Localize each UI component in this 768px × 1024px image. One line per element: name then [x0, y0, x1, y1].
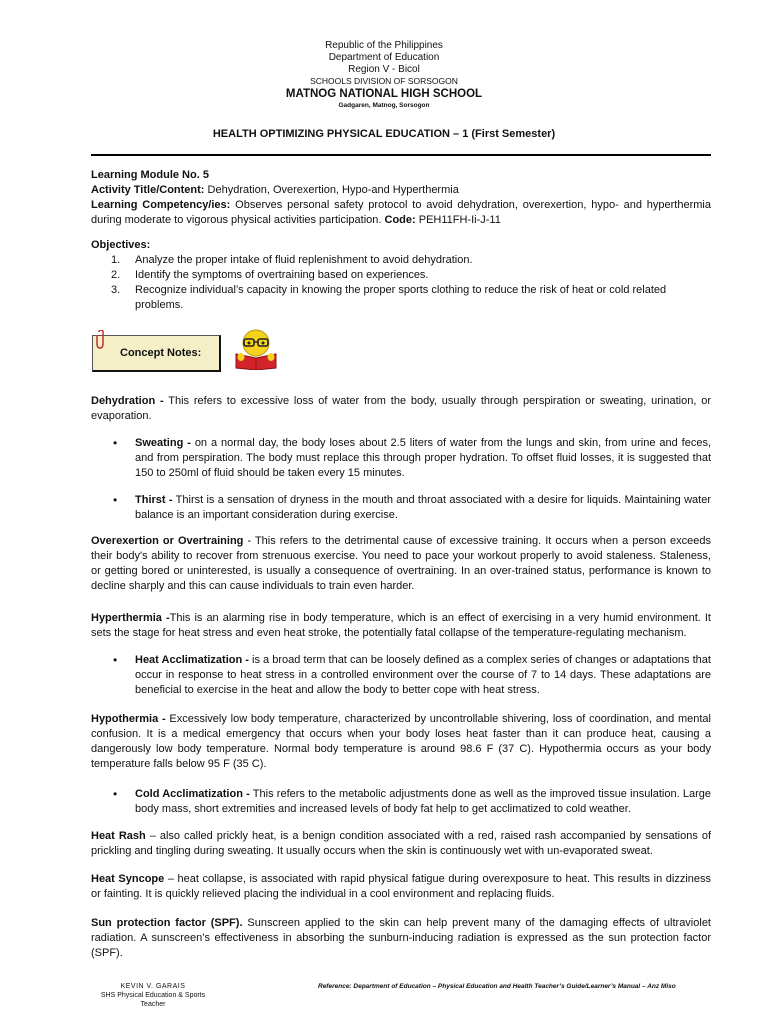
author-role: SHS Physical Education & Sports Teacher — [100, 992, 206, 1008]
heat-acclimatization-bullet: • Heat Acclimatization - is a broad term that can be loosely defined as a complex series of changes or adaptations that occur in response to heat stress in a controlled environment over the course of 7 to 14 days. These adaptations are beneficial to exercise in the heat and allow the body to better cope with heat stress. — [113, 653, 711, 696]
heat-rash-paragraph: Heat Rash – also called prickly heat, is a benign condition associated with a red, raised rash accompanied by sensations of prickling and tingling during sweating. It usually occurs when the skin is continuously wet with un-evaporated sweat. — [91, 830, 711, 857]
module-number: Learning Module No. 5 — [91, 169, 209, 181]
spf-paragraph: Sun protection factor (SPF). Sunscreen applied to the skin can help prevent many of the damaging effects of ultraviolet radiation. A sunscreen’s effectiveness in absorbing the sunburn-inducing radiation is expressed as the sun protection factor (SPF). — [91, 917, 711, 959]
term: Heat Rash — [91, 830, 146, 842]
competency-value: Observes personal safety protocol to avoid dehydration, overexertion, hypo- and hyperthermia during moderate to vigorous physical activities participation. — [91, 199, 711, 226]
heat-syncope-paragraph: Heat Syncope – heat collapse, is associated with rapid physical fatigue during overexposure to heat. This results in dizziness or fainting. It is quickly relieved placing the individual in a cool environment and replacing fluids. — [91, 873, 712, 900]
objective-item: 3. Recognize individual’s capacity in knowing the proper sports clothing to reduce the risk of heat or cold related problems. — [111, 284, 667, 311]
term: Heat Acclimatization - — [135, 654, 249, 666]
code-label: Code: — [381, 214, 416, 226]
term: Hyperthermia - — [91, 612, 170, 624]
term: Cold Acclimatization - — [135, 788, 250, 800]
header-line-division: SCHOOLS DIVISION OF SORSOGON — [310, 76, 458, 86]
term: Hypothermia - — [91, 713, 166, 725]
school-name: MATNOG NATIONAL HIGH SCHOOL — [285, 88, 483, 100]
activity-value: Dehydration, Overexertion, Hypo-and Hyperthermia — [204, 184, 459, 196]
footer-author — [88, 982, 218, 1009]
objective-item: 1. Analyze the proper intake of fluid replenishment to avoid dehydration. — [111, 254, 473, 266]
objective-item: 2. Identify the symptoms of overtraining based on experiences. — [111, 269, 429, 281]
concept-notes-label: Concept Notes: — [120, 347, 202, 359]
term: Overexertion or Overtraining — [91, 535, 244, 547]
term: Sun protection factor (SPF). — [91, 917, 243, 929]
objectives-title: Objectives: — [91, 239, 151, 251]
objectives-list — [91, 253, 711, 313]
cold-acclimatization-bullet: • Cold Acclimatization - This refers to the metabolic adjustments done as well as the improved tissue insulation. Large body mass, short extremities and increased levels of body fat help to get acclimatized to cold weather. — [113, 787, 711, 815]
bullet-icon: • — [113, 493, 118, 507]
thirst-bullet: • Thirst - Thirst is a sensation of dryness in the mouth and throat associated with a desire for liquids. Maintaining water balance is an important consideration during exercise. — [113, 493, 712, 521]
term: Dehydration - — [91, 395, 164, 407]
sweating-bullet: • Sweating - on a normal day, the body loses about 2.5 liters of water from the lungs and skin, from urine and feces, and from perspiration. The body must replace this through proper hydration. To offset fluid losses, it is suggested that 150 to 250ml of fluid should be taken every 15 minutes. — [113, 436, 711, 479]
term: Thirst - — [135, 494, 173, 506]
subject-title: HEALTH OPTIMIZING PHYSICAL EDUCATION – 1 (First Semester) — [212, 128, 556, 140]
bullet-icon: • — [113, 653, 118, 667]
header-line-department: Department of Education — [328, 52, 440, 63]
hypothermia-paragraph: Hypothermia - Excessively low body temperature, characterized by uncontrollable shivering, loss of coordination, and mental confusion. It is a medical emergency that occurs when your body loses heat faster than it can produce heat, causing a dangerously low body temperature. Normal body temperature is around 98.6 F (37 C). Hypothermia occurs as your body temperature falls below 95 F (35 C). — [91, 713, 711, 770]
term: Sweating - — [135, 437, 191, 449]
bullet-icon: • — [113, 436, 118, 450]
competency-label: Learning Competency/ies: — [91, 199, 231, 211]
bullet-icon: • — [113, 787, 118, 801]
module-info — [91, 168, 711, 228]
objectives — [91, 238, 711, 313]
overexertion-paragraph: Overexertion or Overtraining - This refers to the detrimental cause of excessive training. It occurs when a person exceeds their body's ability to recover from strenuous exercise. You need to pace your workout properly to avoid staleness. Staleness, or getting bored or uninterested, is usually a consequence of overtraining. In an over-trained status, performance is known to decline sharply and this can cause individuals to train even harder. — [91, 535, 711, 592]
author-name: KEVIN V. GARAIS — [120, 983, 186, 990]
activity-label: Activity Title/Content: — [91, 184, 205, 196]
school-header — [0, 40, 768, 110]
hyperthermia-paragraph: Hyperthermia -This is an alarming rise in body temperature, which is an effect of exercising in a very humid environment. It sets the stage for heat stress and even heat stroke, the potentially fatal collapse of the temperature-regulating mechanism. — [91, 612, 711, 639]
school-address: Gadgaren, Matnog, Sorsogon — [338, 102, 430, 109]
dehydration-paragraph: Dehydration - This refers to excessive loss of water from the body, usually through perspiration or sweating, urination, or evaporation. — [91, 395, 711, 422]
header-line-republic: Republic of the Philippines — [325, 40, 443, 51]
footer-reference: Reference: Department of Education – Physical Education and Health Teacher’s Guide/Learner’s Manual – Anz Miso — [318, 983, 676, 990]
code-value: PEH11FH-Ii-J-11 — [415, 214, 501, 226]
paperclip-icon — [95, 330, 107, 350]
reading-emoji-icon — [232, 328, 280, 370]
header-line-region: Region V - Bicol — [348, 64, 420, 75]
concept-notes-box — [92, 335, 221, 372]
term: Heat Syncope — [91, 873, 165, 885]
header-divider — [91, 154, 711, 156]
